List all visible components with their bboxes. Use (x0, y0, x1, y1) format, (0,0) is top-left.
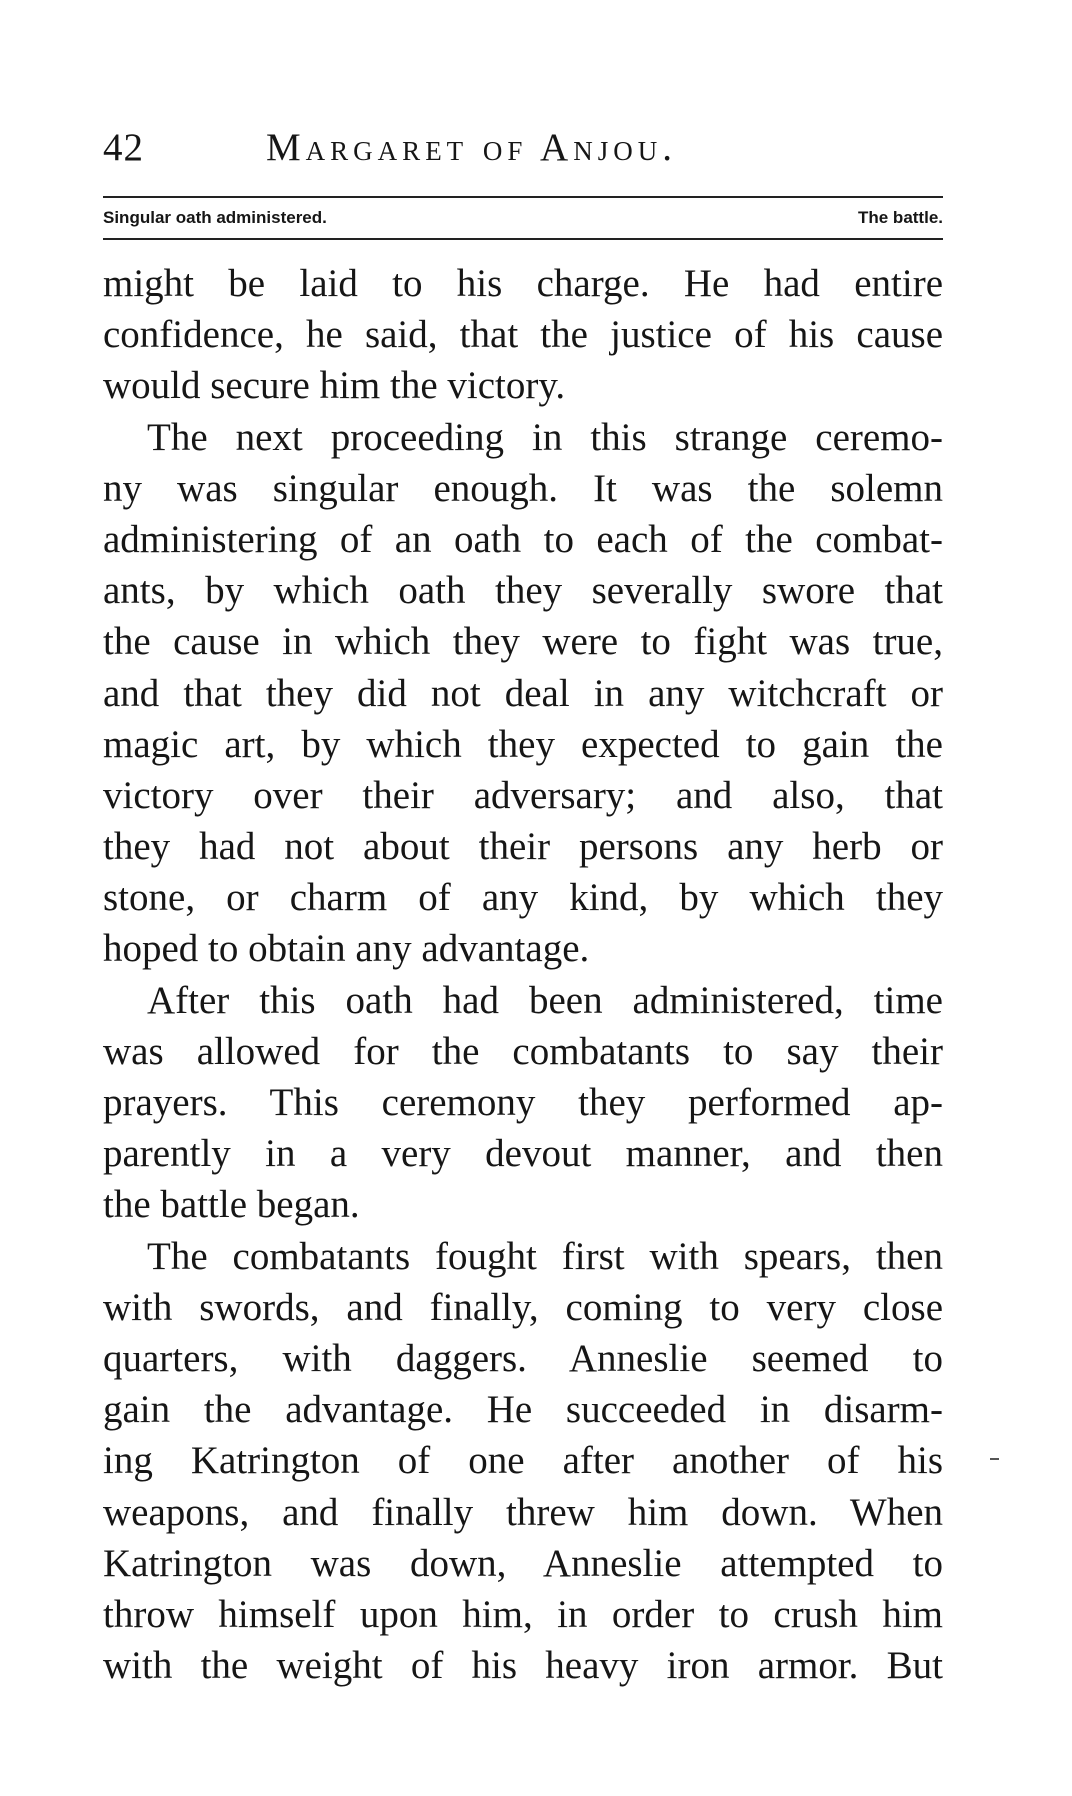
text-line: with swords, and finally, coming to very close (103, 1285, 943, 1329)
text-line: gain the advantage. He succeeded in disarm- (103, 1388, 943, 1432)
text-line: weapons, and finally threw him down. When (103, 1490, 943, 1534)
subhead-right: The battle. (857, 208, 943, 227)
body-text (103, 258, 943, 1691)
page-number: 42 (103, 126, 144, 169)
text-line: was allowed for the combatants to say their (103, 1029, 943, 1073)
text-line: hoped to obtain any advantage. (103, 927, 590, 971)
text-line: prayers. This ceremony they performed ap- (103, 1081, 943, 1124)
text-line: throw himself upon him, in order to crush him (103, 1592, 943, 1636)
text-line: ants, by which oath they severally swore that (103, 569, 943, 613)
text-line: would secure him the victory. (103, 364, 566, 408)
text-line: they had not about their persons any herb or (103, 825, 943, 869)
header-rule-bottom (103, 238, 943, 240)
text-line: After this oath had been administered, time (147, 978, 943, 1022)
text-line: and that they did not deal in any witchcraft or (103, 671, 943, 715)
text-line: victory over their adversary; and also, that (103, 773, 943, 817)
text-line: stone, or charm of any kind, by which they (103, 876, 943, 920)
header-rule-top (103, 196, 943, 198)
running-head (103, 124, 943, 172)
book-title: Margaret of Anjou. (266, 126, 677, 169)
text-line: with the weight of his heavy iron armor. But (103, 1644, 943, 1688)
text-line: The combatants fought first with spears, then (147, 1234, 943, 1278)
text-line: Katrington was down, Anneslie attempted to (103, 1541, 943, 1585)
text-line: quarters, with daggers. Anneslie seemed to (103, 1336, 943, 1380)
text-line: ny was singular enough. It was the solemn (103, 466, 943, 510)
text-line: parently in a very devout manner, and then (103, 1132, 943, 1176)
text-line: magic art, by which they expected to gain the (103, 722, 943, 766)
text-line: the cause in which they were to fight was true, (103, 620, 943, 664)
text-line: the battle began. (103, 1183, 360, 1227)
subhead-left: Singular oath administered. (103, 208, 327, 227)
running-subhead (103, 203, 943, 233)
text-line: ing Katrington of one after another of his (103, 1439, 943, 1483)
text-line: The next proceeding in this strange ceremo- (147, 415, 943, 459)
text-line: might be laid to his charge. He had entire (103, 262, 943, 305)
margin-mark (990, 1458, 999, 1460)
text-line: confidence, he said, that the justice of his cause (103, 313, 943, 357)
text-line: administering of an oath to each of the combat- (103, 517, 943, 561)
